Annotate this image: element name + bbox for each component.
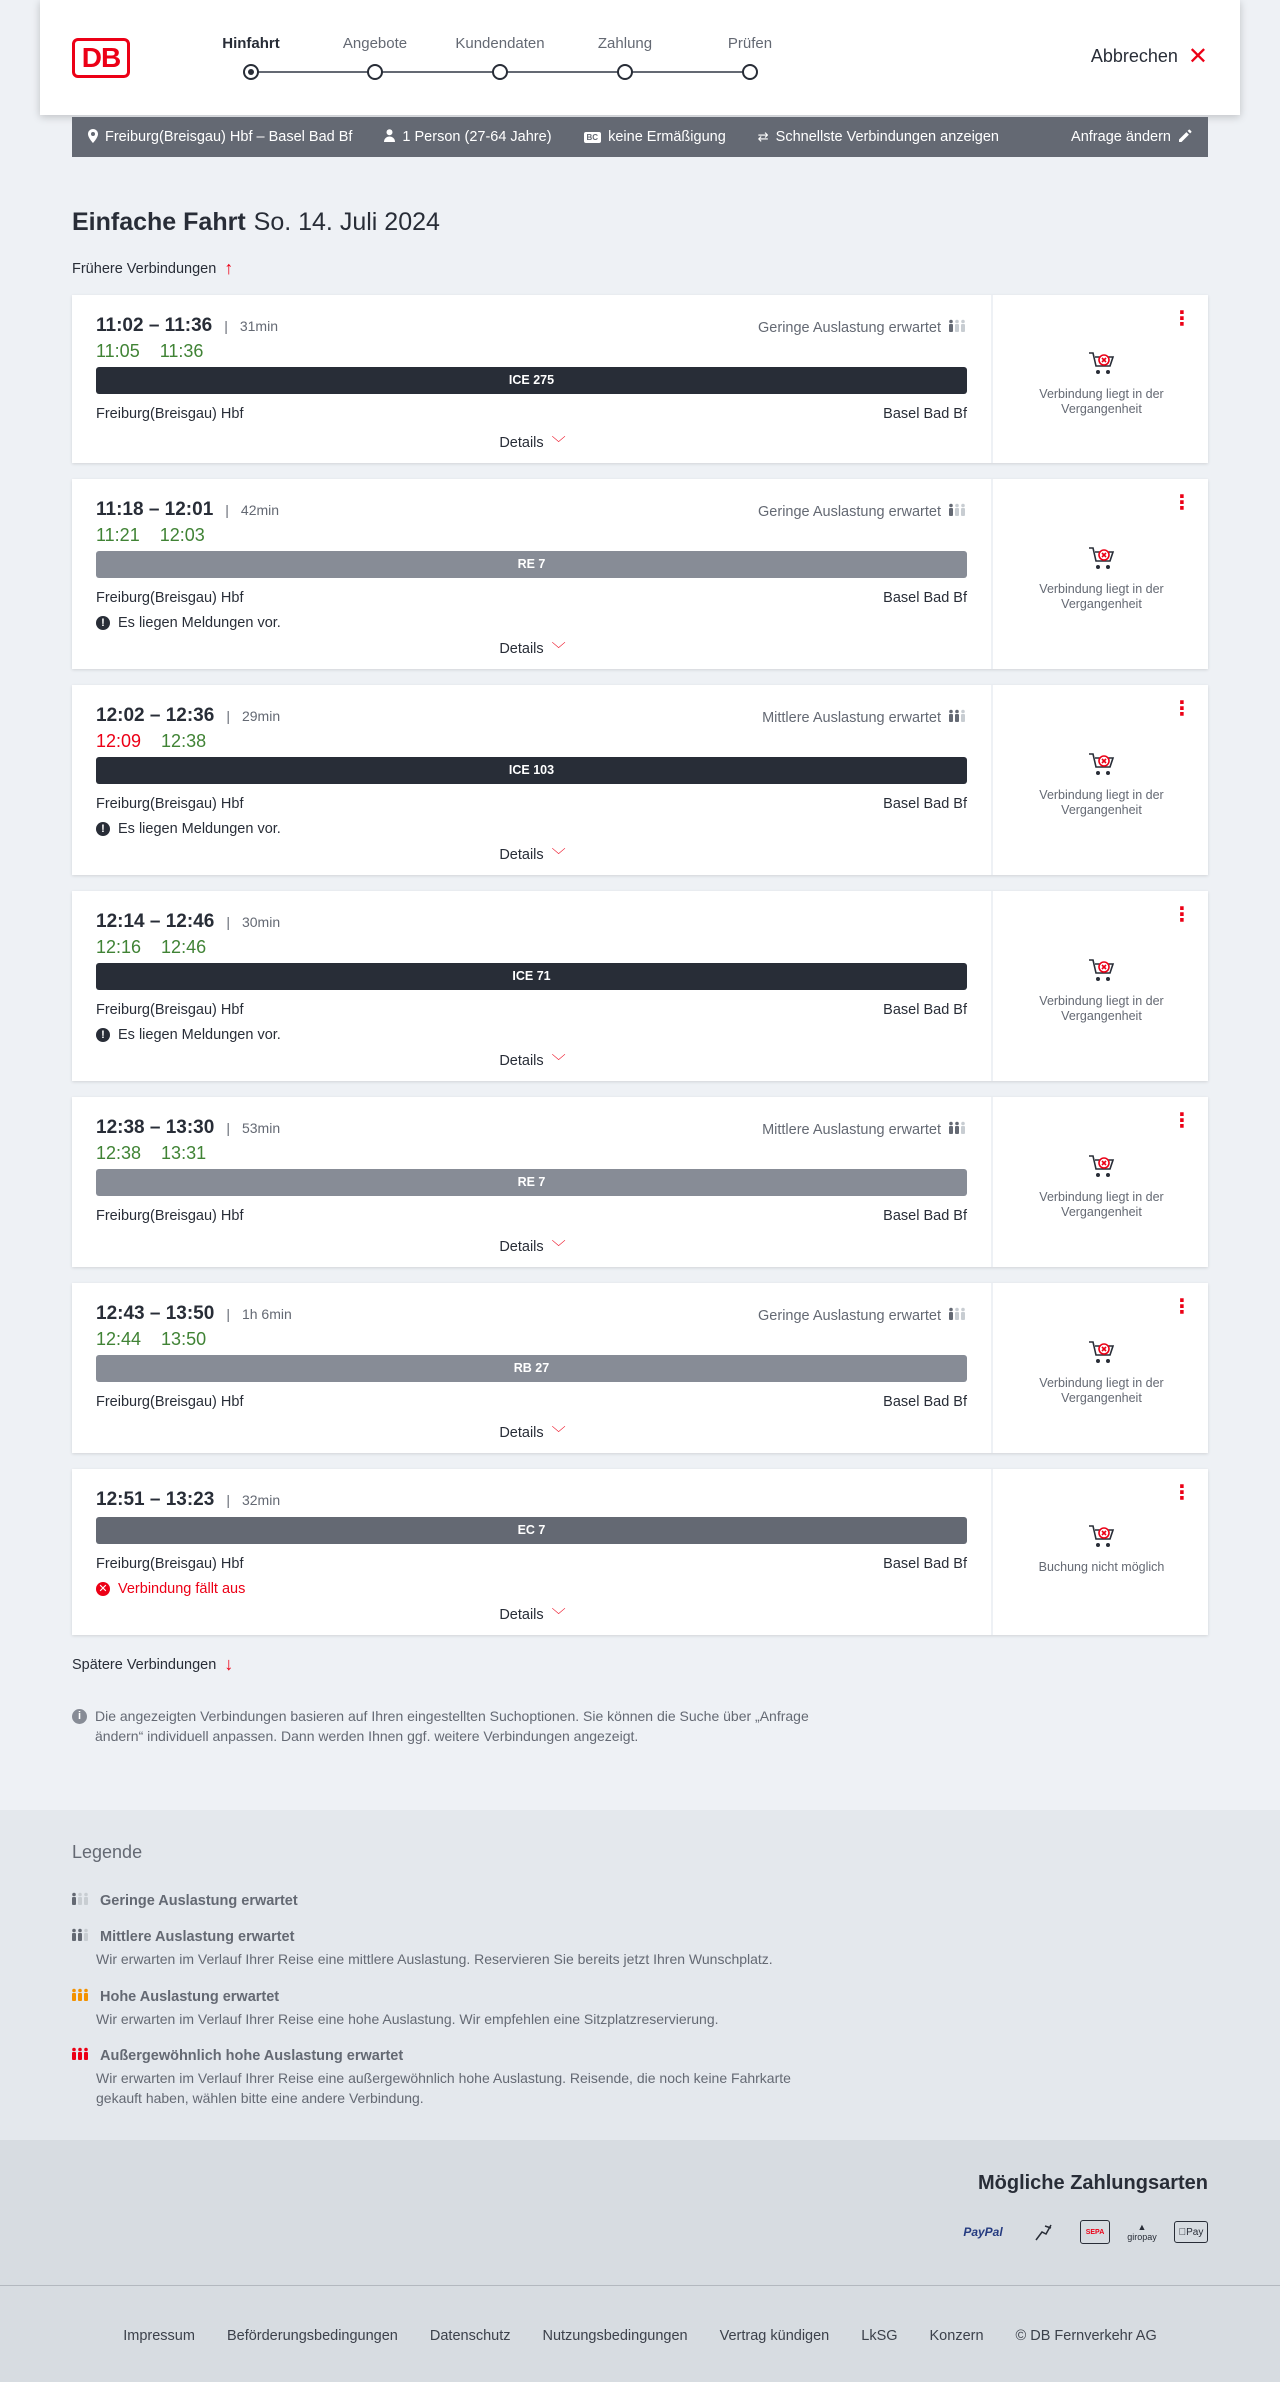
header	[40, 0, 1240, 115]
details-toggle[interactable]	[72, 845, 993, 865]
giropay-icon: ▲ giropay	[1127, 2222, 1157, 2242]
train-bar[interactable]: EC 7	[96, 1517, 967, 1544]
later-connections-link[interactable]	[72, 1654, 233, 1675]
train-bar[interactable]: ICE 275	[96, 367, 967, 394]
chevron-down-icon: ﹀	[551, 435, 566, 451]
step-hinfahrt: Hinfahrt	[222, 35, 280, 52]
chevron-down-icon: ﹀	[551, 1607, 566, 1623]
connection-status-panel	[995, 1469, 1208, 1635]
planned-times: 12:14 – 12:46	[96, 911, 215, 932]
more-options-icon[interactable]: ⋮	[1172, 698, 1192, 720]
connection-main[interactable]	[72, 685, 993, 875]
separator: |	[225, 502, 229, 518]
realtime-arrival: 12:38	[161, 731, 207, 751]
route-text: Freiburg(Breisgau) Hbf – Basel Bad Bf	[105, 129, 353, 145]
passengers-text: 1 Person (27-64 Jahre)	[402, 129, 552, 145]
realtime-times	[96, 731, 206, 752]
arrival-station: Basel Bad Bf	[883, 1394, 967, 1410]
legend-item-desc: Wir erwarten im Verlauf Ihrer Reise eine hohe Auslastung. Wir empfehlen eine Sitzplatzreservierung.	[96, 2011, 719, 2027]
legend-item-title: Außergewöhnlich hohe Auslastung erwartet	[100, 2047, 404, 2064]
booking-status-text: Buchung nicht möglich	[1038, 1560, 1165, 1574]
legend-item-medium	[72, 1928, 832, 1969]
planned-times: 12:38 – 13:30	[96, 1117, 215, 1138]
separator: |	[226, 1492, 230, 1508]
search-summary-bar	[72, 117, 1208, 157]
departure-station: Freiburg(Breisgau) Hbf	[96, 590, 244, 606]
booking-status-text: Verbindung liegt in der Vergangenheit	[1039, 1190, 1164, 1219]
step-zahlung: Zahlung	[597, 35, 653, 52]
connection-times	[96, 1489, 280, 1511]
realtime-times	[96, 937, 206, 958]
booking-status-text: Verbindung liegt in der Vergangenheit	[1039, 1376, 1164, 1405]
booking-status-text: Verbindung liegt in der Vergangenheit	[1039, 387, 1164, 416]
chevron-down-icon: ﹀	[551, 847, 566, 863]
connection-status-panel	[995, 685, 1208, 875]
occupancy-icon	[949, 503, 967, 520]
message-text: Es liegen Meldungen vor.	[118, 1027, 281, 1043]
train-bar[interactable]: RE 7	[96, 1169, 967, 1196]
alert-circle-icon: !	[96, 822, 110, 836]
separator: |	[226, 1306, 230, 1322]
connection-status-panel	[995, 891, 1208, 1081]
cancellation-message	[96, 1581, 245, 1597]
planned-times: 11:02 – 11:36	[96, 315, 213, 336]
info-note	[72, 1706, 832, 1746]
step-pruefen: Prüfen	[727, 35, 773, 52]
cancel-button[interactable]	[1090, 42, 1208, 70]
connection-status-panel	[995, 1283, 1208, 1453]
departure-station: Freiburg(Breisgau) Hbf	[96, 1208, 244, 1224]
disruption-message	[96, 615, 281, 631]
departure-station: Freiburg(Breisgau) Hbf	[96, 1394, 244, 1410]
occupancy-high-icon	[72, 1988, 90, 2005]
realtime-departure: 11:05	[96, 341, 140, 361]
footer-link-befoerderungsbedingungen[interactable]: Beförderungsbedingungen	[226, 2328, 398, 2344]
earlier-connections-label: Frühere Verbindungen	[72, 260, 217, 277]
details-toggle[interactable]	[72, 639, 993, 659]
duration: 32min	[241, 1492, 281, 1508]
more-options-icon[interactable]: ⋮	[1172, 308, 1192, 330]
connection-status-panel	[995, 479, 1208, 669]
duration: 30min	[241, 914, 281, 930]
booking-status-text: Verbindung liegt in der Vergangenheit	[1039, 994, 1164, 1023]
footer-copyright: © DB Fernverkehr AG	[1015, 2328, 1157, 2344]
arrival-station: Basel Bad Bf	[883, 1556, 967, 1572]
connection-main[interactable]	[72, 1469, 993, 1635]
details-label: Details	[499, 1607, 544, 1623]
arrow-up-icon: ↑	[224, 258, 234, 278]
cart-unavailable-icon	[1088, 958, 1116, 984]
legend-item-desc: Wir erwarten im Verlauf Ihrer Reise eine außergewöhnlich hohe Auslastung. Reisende, die noch keine Fahrkarte gekauft haben, wählen bitte eine andere Verbindung.	[96, 2070, 791, 2106]
realtime-arrival: 12:03	[159, 525, 205, 545]
separator: |	[226, 914, 230, 930]
db-logo[interactable]: DB	[72, 38, 130, 78]
occupancy-text: Geringe Auslastung erwartet	[758, 319, 941, 336]
more-options-icon[interactable]: ⋮	[1172, 492, 1192, 514]
legend-item-low	[72, 1892, 832, 1909]
connection-main[interactable]	[72, 479, 993, 669]
legend-item-title: Geringe Auslastung erwartet	[100, 1892, 298, 1909]
connection-main[interactable]	[72, 1283, 993, 1453]
legend-item-very-high	[72, 2047, 832, 2108]
realtime-departure: 12:44	[96, 1329, 142, 1349]
planned-times: 11:18 – 12:01	[96, 499, 214, 520]
footer-link-konzern[interactable]: Konzern	[929, 2328, 984, 2344]
realtime-departure: 12:38	[96, 1143, 142, 1163]
details-label: Details	[499, 435, 544, 451]
connection-times	[96, 499, 279, 521]
details-label: Details	[499, 1425, 544, 1441]
legend-item-title: Hohe Auslastung erwartet	[100, 1988, 280, 2005]
connection-card[interactable]	[72, 1469, 1208, 1635]
realtime-departure: 12:09	[96, 731, 142, 751]
duration: 31min	[239, 318, 278, 334]
footer-link-datenschutz[interactable]: Datenschutz	[429, 2328, 511, 2344]
arrival-station: Basel Bad Bf	[883, 1208, 967, 1224]
pencil-icon	[1179, 129, 1192, 146]
search-option-text: Schnellste Verbindungen anzeigen	[775, 129, 999, 145]
step-dot-pruefen	[742, 64, 758, 80]
details-toggle[interactable]	[72, 1051, 993, 1071]
connection-card[interactable]	[72, 1283, 1208, 1453]
paypal-icon: PayPal	[963, 2225, 1003, 2239]
edit-search-label: Anfrage ändern	[1071, 129, 1171, 145]
realtime-times	[96, 1329, 206, 1350]
realtime-times	[96, 525, 205, 546]
occupancy-info	[762, 1121, 967, 1138]
discount-text: keine Ermäßigung	[608, 129, 726, 145]
chevron-down-icon: ﹀	[551, 1239, 566, 1255]
realtime-departure: 12:16	[96, 937, 142, 957]
chevron-down-icon: ﹀	[551, 641, 566, 657]
separator: |	[226, 1120, 230, 1136]
edit-search-button[interactable]	[1071, 129, 1192, 146]
footer	[0, 2285, 1280, 2382]
cart-unavailable-icon	[1088, 546, 1116, 572]
occupancy-icon	[949, 709, 967, 726]
occupancy-icon	[949, 1121, 967, 1138]
connection-times	[96, 1117, 280, 1139]
step-kundendaten: Kundendaten	[455, 35, 545, 52]
cart-unavailable-icon	[1088, 1524, 1116, 1550]
duration: 29min	[241, 708, 281, 724]
chevron-down-icon: ﹀	[551, 1053, 566, 1069]
apple-pay-icon: Pay	[1174, 2221, 1208, 2243]
person-icon	[384, 129, 395, 145]
booking-status-text: Verbindung liegt in der Vergangenheit	[1039, 582, 1164, 611]
occupancy-icon	[949, 1307, 967, 1324]
footer-link-impressum[interactable]: Impressum	[123, 2328, 195, 2344]
occupancy-medium-icon	[72, 1928, 90, 1945]
departure-station: Freiburg(Breisgau) Hbf	[96, 406, 244, 422]
realtime-arrival: 13:50	[161, 1329, 207, 1349]
step-dot-hinfahrt	[243, 64, 259, 80]
legend-item-high	[72, 1988, 832, 2029]
planned-times: 12:02 – 12:36	[96, 705, 215, 726]
occupancy-info	[758, 319, 967, 336]
more-options-icon[interactable]: ⋮	[1172, 1296, 1192, 1318]
more-options-icon[interactable]: ⋮	[1172, 1482, 1192, 1504]
details-label: Details	[499, 641, 544, 657]
cart-unavailable-icon	[1088, 752, 1116, 778]
message-text: Es liegen Meldungen vor.	[118, 821, 281, 837]
booking-status-text: Verbindung liegt in der Vergangenheit	[1039, 788, 1164, 817]
close-icon: ✕	[1187, 42, 1208, 70]
step-dot-zahlung	[617, 64, 633, 80]
info-note-text: Die angezeigten Verbindungen basieren auf Ihren eingestellten Suchoptionen. Sie können die Suche über „Anfrage ändern“ individuell anpassen. Dann werden Ihnen ggf. weitere Verbindungen angezeigt.	[95, 1708, 809, 1744]
earlier-connections-link[interactable]	[72, 258, 233, 279]
occupancy-text: Geringe Auslastung erwartet	[758, 503, 941, 520]
departure-station: Freiburg(Breisgau) Hbf	[96, 1002, 244, 1018]
realtime-departure: 11:21	[96, 525, 140, 545]
legend-item-desc: Wir erwarten im Verlauf Ihrer Reise eine mittlere Auslastung. Reservieren Sie bereits jetzt Ihren Wunschplatz.	[96, 1951, 773, 1967]
swap-arrows-icon: ⇄	[757, 129, 769, 144]
duration: 1h 6min	[241, 1306, 292, 1322]
realtime-times	[96, 341, 203, 362]
cart-unavailable-icon	[1088, 1340, 1116, 1366]
realtime-arrival: 11:36	[159, 341, 204, 361]
details-label: Details	[499, 847, 544, 863]
connection-times	[96, 1303, 292, 1325]
duration: 53min	[241, 1120, 281, 1136]
disruption-message	[96, 1027, 281, 1043]
departure-station: Freiburg(Breisgau) Hbf	[96, 1556, 244, 1572]
connection-status-panel	[995, 295, 1208, 463]
bahncard-icon: BC	[584, 132, 602, 143]
connection-main[interactable]	[72, 891, 993, 1081]
connection-card[interactable]	[72, 295, 1208, 463]
details-label: Details	[499, 1239, 544, 1255]
details-label: Details	[499, 1053, 544, 1069]
credit-card-hand-icon	[1030, 2218, 1060, 2246]
chevron-down-icon: ﹀	[551, 1425, 566, 1441]
planned-times: 12:43 – 13:50	[96, 1303, 215, 1324]
connection-times	[96, 705, 280, 727]
connection-card[interactable]	[72, 1097, 1208, 1267]
footer-link-lksg[interactable]: LkSG	[861, 2328, 898, 2344]
occupancy-low-icon	[72, 1892, 90, 1909]
footer-link-nutzungsbedingungen[interactable]: Nutzungsbedingungen	[542, 2328, 688, 2344]
step-dot-angebote	[367, 64, 383, 80]
message-text: Verbindung fällt aus	[118, 1581, 246, 1597]
occupancy-icon	[949, 319, 967, 336]
occupancy-info	[758, 1307, 967, 1324]
train-bar[interactable]: RE 7	[96, 551, 967, 578]
train-bar[interactable]: ICE 71	[96, 963, 967, 990]
arrival-station: Basel Bad Bf	[883, 796, 967, 812]
legend-item-title: Mittlere Auslastung erwartet	[100, 1928, 295, 1945]
step-angebote: Angebote	[342, 35, 408, 52]
occupancy-text: Geringe Auslastung erwartet	[758, 1307, 941, 1324]
payment-title: Mögliche Zahlungsarten	[977, 2172, 1208, 2194]
details-toggle[interactable]	[72, 433, 993, 453]
more-options-icon[interactable]: ⋮	[1172, 904, 1192, 926]
sepa-icon: SEPA	[1080, 2220, 1110, 2244]
cart-unavailable-icon	[1088, 1154, 1116, 1180]
info-icon: i	[72, 1709, 87, 1724]
occupancy-info	[758, 503, 967, 520]
connection-main[interactable]	[72, 295, 993, 463]
footer-link-vertrag-kuendigen[interactable]: Vertrag kündigen	[719, 2328, 830, 2344]
separator: |	[226, 708, 230, 724]
cancel-circle-icon: ✕	[96, 1582, 110, 1596]
arrival-station: Basel Bad Bf	[883, 590, 967, 606]
location-pin-icon	[88, 129, 98, 146]
connection-times	[96, 911, 280, 933]
occupancy-very-high-icon	[72, 2047, 90, 2064]
connection-card[interactable]	[72, 479, 1208, 669]
occupancy-info	[762, 709, 967, 726]
legend-title: Legende	[72, 1842, 143, 1862]
details-toggle[interactable]	[72, 1605, 993, 1625]
arrival-station: Basel Bad Bf	[883, 1002, 967, 1018]
step-dot-kundendaten	[492, 64, 508, 80]
legend-section	[0, 1810, 1280, 2140]
duration: 42min	[240, 502, 280, 518]
disruption-message	[96, 821, 281, 837]
trip-type: Einfache Fahrt	[72, 208, 246, 236]
later-connections-label: Spätere Verbindungen	[72, 1656, 217, 1673]
details-toggle[interactable]	[72, 1237, 993, 1257]
page-title	[72, 208, 440, 237]
departure-station: Freiburg(Breisgau) Hbf	[96, 796, 244, 812]
cancel-label: Abbrechen	[1090, 46, 1178, 66]
arrival-station: Basel Bad Bf	[883, 406, 967, 422]
connection-status-panel	[995, 1097, 1208, 1267]
connection-times	[96, 315, 278, 337]
realtime-arrival: 13:31	[161, 1143, 207, 1163]
train-bar[interactable]: RB 27	[96, 1355, 967, 1382]
train-bar[interactable]: ICE 103	[96, 757, 967, 784]
occupancy-text: Mittlere Auslastung erwartet	[762, 1121, 941, 1138]
realtime-arrival: 12:46	[161, 937, 207, 957]
realtime-times	[96, 1143, 206, 1164]
connection-card[interactable]	[72, 891, 1208, 1081]
cart-unavailable-icon	[1088, 351, 1116, 377]
payment-section	[0, 2140, 1280, 2285]
connection-main[interactable]	[72, 1097, 993, 1267]
alert-circle-icon: !	[96, 1028, 110, 1042]
message-text: Es liegen Meldungen vor.	[118, 615, 281, 631]
occupancy-text: Mittlere Auslastung erwartet	[762, 709, 941, 726]
more-options-icon[interactable]: ⋮	[1172, 1110, 1192, 1132]
travel-date: So. 14. Juli 2024	[253, 208, 440, 236]
separator: |	[224, 318, 228, 334]
planned-times: 12:51 – 13:23	[96, 1489, 215, 1510]
alert-circle-icon: !	[96, 616, 110, 630]
arrow-down-icon: ↓	[224, 1654, 234, 1674]
details-toggle[interactable]	[72, 1423, 993, 1443]
connection-card[interactable]	[72, 685, 1208, 875]
